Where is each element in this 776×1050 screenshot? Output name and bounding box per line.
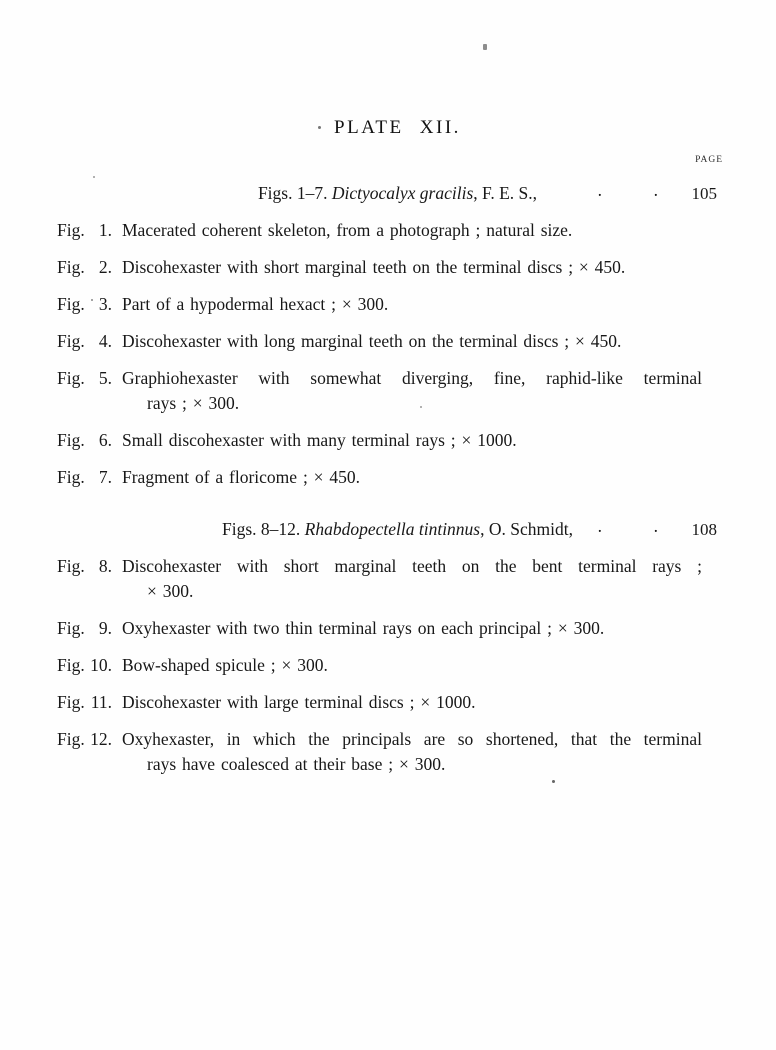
author-name: , O. Schmidt,	[480, 519, 573, 539]
figure-entry	[57, 366, 702, 416]
figure-label	[57, 428, 112, 453]
figure-description	[122, 465, 702, 490]
entry-line: rays have coalesced at their base ; × 300.	[147, 754, 446, 774]
fig-abbrev: Fig.	[57, 294, 85, 314]
fig-abbrev: Fig.	[57, 556, 85, 576]
species-name: Rhabdopectella tintinnus	[304, 519, 481, 539]
fig-abbrev: Fig.	[57, 368, 85, 388]
figure-number: 11.	[90, 692, 112, 712]
figure-description	[122, 255, 702, 280]
fig-abbrev: Fig.	[57, 618, 85, 638]
entry-line: Part of a hypodermal hexact ; × 300.	[122, 294, 389, 314]
entry-line: Macerated coherent skeleton, from a photograph ; natural size.	[122, 220, 573, 240]
figure-description	[122, 218, 702, 243]
figure-label	[57, 616, 112, 641]
leader-dot: .	[597, 180, 602, 200]
plate-title: PLATE XII.	[334, 117, 461, 138]
figure-label	[57, 218, 112, 243]
figure-entry	[57, 465, 702, 490]
figure-label	[57, 690, 112, 715]
figure-entry	[57, 428, 702, 453]
figure-label	[57, 727, 112, 777]
figure-entry	[57, 554, 702, 604]
page-number: 108	[691, 520, 717, 539]
figure-description	[122, 366, 702, 416]
entry-line: Discohexaster with large terminal discs ; × 1000.	[122, 692, 476, 712]
figure-description	[122, 428, 702, 453]
entry-line: Bow-shaped spicule ; × 300.	[122, 655, 328, 675]
figure-description	[122, 690, 702, 715]
section-heading	[57, 180, 717, 206]
species-name: Dictyocalyx gracilis	[331, 183, 474, 203]
entry-line: Discohexaster with long marginal teeth on the terminal discs ; × 450.	[122, 331, 622, 351]
figure-number: 2.	[98, 257, 112, 277]
figure-range: Figs. 8–12.	[222, 519, 305, 539]
figure-section	[57, 180, 717, 490]
entry-line: Discohexaster with short marginal teeth on the terminal discs ; × 450.	[122, 257, 626, 277]
leader-dot: .	[653, 516, 658, 536]
entry-line: Small discohexaster with many terminal rays ; × 1000.	[122, 430, 517, 450]
entry-line: Graphiohexaster with somewhat diverging, fine, raphid-like terminal	[122, 368, 702, 388]
plate-contents	[57, 180, 717, 777]
section-heading-text	[258, 181, 537, 206]
figure-description	[122, 727, 702, 777]
scan-speck	[93, 176, 95, 178]
entry-line: × 300.	[147, 581, 194, 601]
section-heading	[57, 516, 717, 542]
entry-line: Oxyhexaster with two thin terminal rays on each principal ; × 300.	[122, 618, 605, 638]
fig-abbrev: Fig.	[57, 331, 85, 351]
section-heading-text	[222, 517, 573, 542]
figure-description	[122, 653, 702, 678]
figure-entry	[57, 218, 702, 243]
figure-entry	[57, 329, 702, 354]
figure-label	[57, 554, 112, 604]
figure-label	[57, 292, 112, 317]
fig-abbrev: Fig.	[57, 655, 85, 675]
figure-entries	[57, 554, 702, 777]
figure-number: 5.	[98, 368, 112, 388]
figure-description	[122, 329, 702, 354]
figure-label	[57, 465, 112, 490]
figure-description	[122, 616, 702, 641]
figure-entry	[57, 255, 702, 280]
fig-abbrev: Fig.	[57, 692, 85, 712]
fig-abbrev: Fig.	[57, 729, 85, 749]
figure-label	[57, 366, 112, 416]
fig-abbrev: Fig.	[57, 430, 85, 450]
figure-entry	[57, 727, 702, 777]
figure-number: 3.	[98, 294, 112, 314]
scan-speck	[91, 299, 93, 301]
entry-line: Fragment of a floricome ; × 450.	[122, 467, 361, 487]
entry-line: Discohexaster with short marginal teeth on the bent terminal rays ;	[122, 556, 702, 576]
leader-dot: .	[597, 516, 602, 536]
figure-number: 10.	[90, 655, 112, 675]
figure-number: 4.	[98, 331, 112, 351]
leader-dot: .	[653, 180, 658, 200]
scan-speck	[552, 780, 555, 783]
figure-description	[122, 554, 702, 604]
scan-speck	[420, 406, 422, 408]
figure-entry	[57, 653, 702, 678]
author-name: , F. E. S.,	[473, 183, 538, 203]
entry-line: rays ; × 300.	[147, 393, 240, 413]
figure-number: 1.	[98, 220, 112, 240]
fig-abbrev: Fig.	[57, 257, 85, 277]
fig-abbrev: Fig.	[57, 467, 85, 487]
figure-section	[57, 516, 717, 777]
fig-abbrev: Fig.	[57, 220, 85, 240]
figure-number: 9.	[98, 618, 112, 638]
page-number: 105	[691, 184, 717, 203]
scan-speck	[483, 44, 487, 50]
figure-label	[57, 653, 112, 678]
figure-number: 6.	[98, 430, 112, 450]
figure-description	[122, 292, 702, 317]
page-column-label: PAGE	[695, 155, 723, 165]
figure-entry	[57, 292, 702, 317]
figure-number: 8.	[98, 556, 112, 576]
figure-label	[57, 329, 112, 354]
figure-number: 7.	[98, 467, 112, 487]
figure-entry	[57, 616, 702, 641]
figure-entry	[57, 690, 702, 715]
figure-number: 12.	[90, 729, 112, 749]
figure-label	[57, 255, 112, 280]
figure-entries	[57, 218, 702, 490]
figure-range: Figs. 1–7.	[257, 183, 332, 203]
entry-line: Oxyhexaster, in which the principals are so shortened, that the terminal	[122, 729, 702, 749]
